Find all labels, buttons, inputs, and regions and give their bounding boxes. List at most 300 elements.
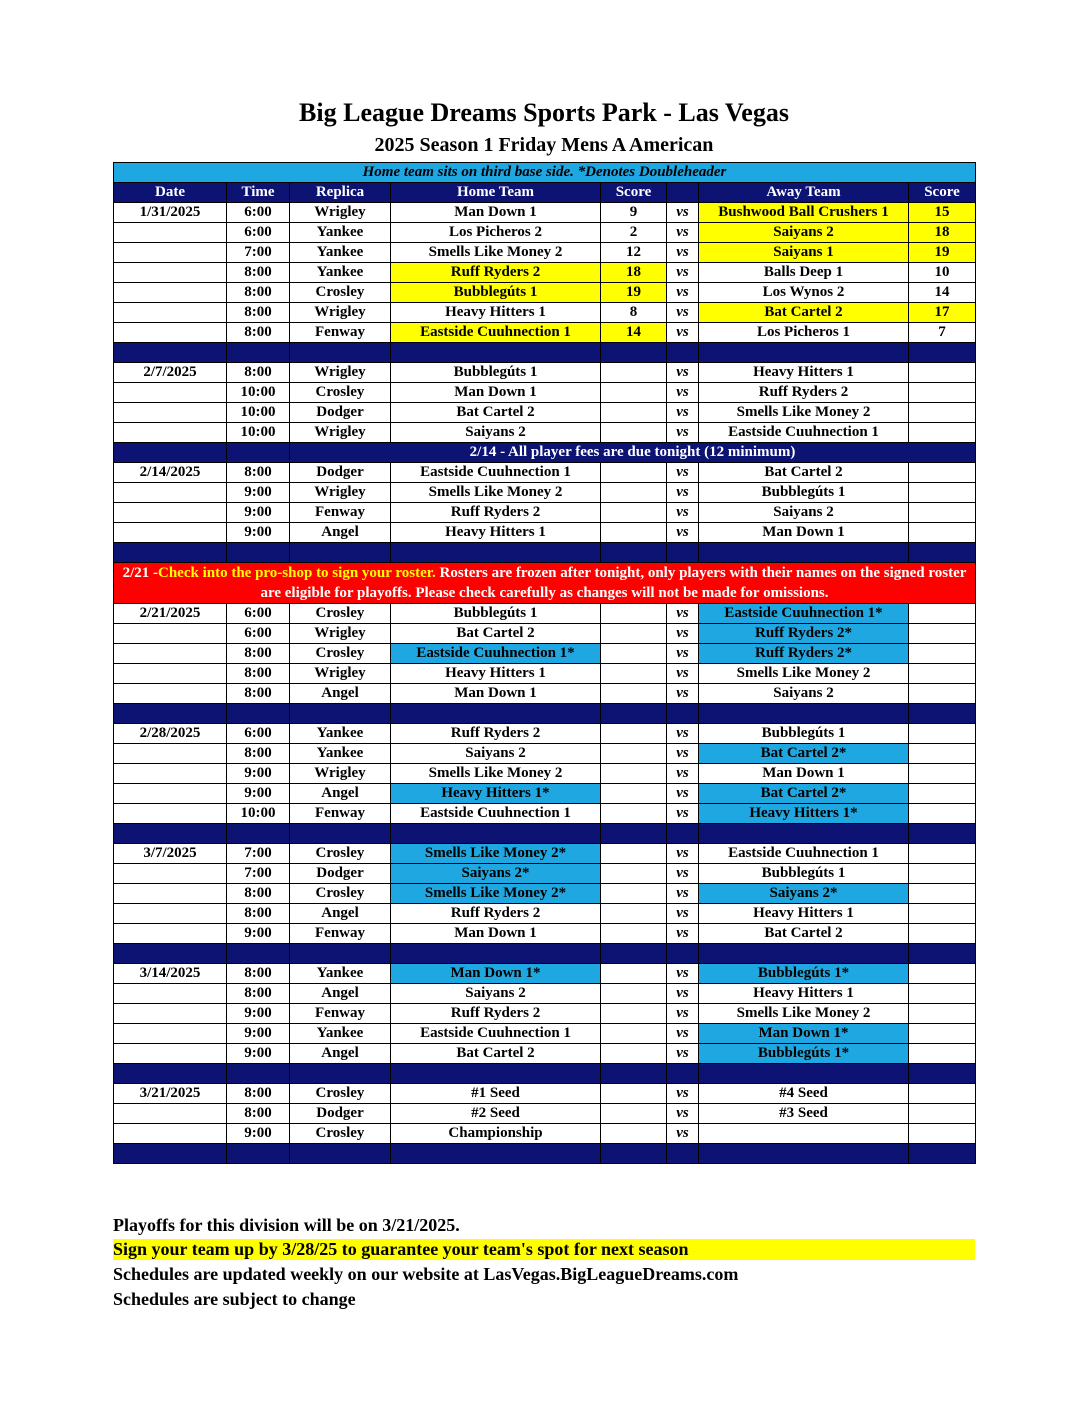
game-field: Wrigley [290, 363, 391, 383]
header-home-score: Score [601, 183, 667, 203]
separator-cell [290, 543, 391, 563]
footer-disclaimer: Schedules are subject to change [113, 1289, 356, 1309]
header-time: Time [227, 183, 290, 203]
away-score [909, 684, 976, 704]
game-field: Yankee [290, 263, 391, 283]
vs-label: vs [667, 363, 699, 383]
home-team: Bat Cartel 2 [391, 403, 601, 423]
header-home-team: Home Team [391, 183, 601, 203]
away-team: Heavy Hitters 1* [699, 804, 909, 824]
separator-cell [699, 1064, 909, 1084]
away-score: 18 [909, 223, 976, 243]
separator-cell [699, 343, 909, 363]
home-score [601, 904, 667, 924]
separator-row [114, 1064, 976, 1084]
game-time: 8:00 [227, 744, 290, 764]
separator-cell [699, 1144, 909, 1164]
game-time: 8:00 [227, 884, 290, 904]
away-team: Man Down 1 [699, 523, 909, 543]
home-score [601, 884, 667, 904]
vs-label: vs [667, 483, 699, 503]
home-team: Heavy Hitters 1 [391, 303, 601, 323]
away-team: Saiyans 2 [699, 223, 909, 243]
home-team: Bat Cartel 2 [391, 624, 601, 644]
vs-label: vs [667, 1024, 699, 1044]
home-score [601, 724, 667, 744]
game-field: Yankee [290, 964, 391, 984]
home-score [601, 784, 667, 804]
home-score [601, 483, 667, 503]
game-field: Crosley [290, 604, 391, 624]
home-score [601, 463, 667, 483]
vs-label: vs [667, 423, 699, 443]
game-row [114, 724, 976, 744]
game-time: 9:00 [227, 784, 290, 804]
away-score [909, 764, 976, 784]
separator-cell [227, 944, 290, 964]
alert-rest: Rosters are frozen after tonight, only players with their names on the signed roster are eligible for playoffs. Please check carefully as changes will not be made for omissions. [260, 565, 967, 601]
away-team: Bubblegúts 1* [699, 1044, 909, 1064]
game-time: 10:00 [227, 423, 290, 443]
away-score [909, 644, 976, 664]
game-date [114, 784, 227, 804]
separator-cell [909, 944, 976, 964]
away-team: Los Wynos 2 [699, 283, 909, 303]
separator-cell [601, 944, 667, 964]
alert-row [114, 563, 976, 604]
game-row [114, 463, 976, 483]
separator-cell [391, 824, 601, 844]
game-field: Crosley [290, 283, 391, 303]
separator-row [114, 1144, 976, 1164]
game-row [114, 283, 976, 303]
alert-prefix: 2/21 - [122, 565, 158, 581]
separator-cell [909, 1144, 976, 1164]
game-time: 9:00 [227, 1024, 290, 1044]
game-row [114, 363, 976, 383]
game-time: 7:00 [227, 864, 290, 884]
game-date: 2/7/2025 [114, 363, 227, 383]
away-score [909, 744, 976, 764]
alert-highlight: Check into the pro-shop to sign your roster. [157, 565, 436, 581]
home-score [601, 664, 667, 684]
vs-label: vs [667, 203, 699, 223]
separator-cell [667, 944, 699, 964]
game-field: Angel [290, 904, 391, 924]
home-score [601, 363, 667, 383]
separator-cell [114, 1064, 227, 1084]
separator-row [114, 343, 976, 363]
game-time: 8:00 [227, 283, 290, 303]
home-team: Smells Like Money 2* [391, 844, 601, 864]
separator-cell [909, 343, 976, 363]
home-score [601, 383, 667, 403]
home-team: Man Down 1 [391, 203, 601, 223]
separator-row [114, 543, 976, 563]
game-time: 8:00 [227, 1084, 290, 1104]
away-score [909, 924, 976, 944]
away-score [909, 624, 976, 644]
vs-label: vs [667, 764, 699, 784]
separator-cell [391, 1064, 601, 1084]
away-team: Heavy Hitters 1 [699, 904, 909, 924]
game-time: 9:00 [227, 483, 290, 503]
home-score [601, 1004, 667, 1024]
home-team: Eastside Cuuhnection 1 [391, 323, 601, 343]
game-time: 9:00 [227, 1004, 290, 1024]
vs-label: vs [667, 1004, 699, 1024]
game-date [114, 664, 227, 684]
vs-label: vs [667, 383, 699, 403]
game-field: Wrigley [290, 483, 391, 503]
game-time: 8:00 [227, 904, 290, 924]
game-field: Angel [290, 984, 391, 1004]
vs-label: vs [667, 964, 699, 984]
game-date [114, 624, 227, 644]
game-field: Angel [290, 1044, 391, 1064]
game-date [114, 423, 227, 443]
separator-cell [114, 824, 227, 844]
separator-cell [667, 1064, 699, 1084]
game-time: 6:00 [227, 203, 290, 223]
game-time: 8:00 [227, 303, 290, 323]
away-team: Bat Cartel 2 [699, 924, 909, 944]
game-date: 3/21/2025 [114, 1084, 227, 1104]
game-row [114, 904, 976, 924]
game-time: 8:00 [227, 984, 290, 1004]
footer-website: Schedules are updated weekly on our website at LasVegas.BigLeagueDreams.com [113, 1264, 739, 1284]
home-team: Eastside Cuuhnection 1 [391, 804, 601, 824]
game-row [114, 984, 976, 1004]
separator-cell [667, 824, 699, 844]
game-row [114, 483, 976, 503]
away-score: 7 [909, 323, 976, 343]
away-team: Bubblegúts 1 [699, 724, 909, 744]
game-row [114, 1004, 976, 1024]
away-score [909, 864, 976, 884]
game-time: 10:00 [227, 403, 290, 423]
separator-cell [391, 704, 601, 724]
home-team: Ruff Ryders 2 [391, 724, 601, 744]
game-time: 9:00 [227, 503, 290, 523]
game-date [114, 684, 227, 704]
away-team: Saiyans 2 [699, 684, 909, 704]
vs-label: vs [667, 744, 699, 764]
game-field: Yankee [290, 243, 391, 263]
game-time: 8:00 [227, 323, 290, 343]
separator-cell [290, 1064, 391, 1084]
banner-row [114, 163, 976, 183]
away-team: Bat Cartel 2 [699, 463, 909, 483]
separator-cell [290, 343, 391, 363]
away-score [909, 463, 976, 483]
game-field: Crosley [290, 884, 391, 904]
home-team: Ruff Ryders 2 [391, 503, 601, 523]
game-time: 8:00 [227, 263, 290, 283]
schedule-table [113, 162, 976, 1164]
away-team: Bat Cartel 2* [699, 744, 909, 764]
separator-cell [290, 944, 391, 964]
away-score [909, 844, 976, 864]
vs-label: vs [667, 1104, 699, 1124]
game-time: 8:00 [227, 664, 290, 684]
game-field: Wrigley [290, 664, 391, 684]
vs-label: vs [667, 864, 699, 884]
home-team: Saiyans 2 [391, 984, 601, 1004]
home-score [601, 403, 667, 423]
home-team: Ruff Ryders 2 [391, 263, 601, 283]
game-date [114, 1044, 227, 1064]
game-date: 3/14/2025 [114, 964, 227, 984]
vs-label: vs [667, 644, 699, 664]
home-team: Bubblegúts 1 [391, 604, 601, 624]
game-row [114, 684, 976, 704]
game-row [114, 924, 976, 944]
home-score: 2 [601, 223, 667, 243]
game-date [114, 904, 227, 924]
game-field: Dodger [290, 403, 391, 423]
header-vs [667, 183, 699, 203]
game-row [114, 423, 976, 443]
game-row [114, 243, 976, 263]
game-row [114, 1084, 976, 1104]
separator-cell [601, 824, 667, 844]
game-field: Yankee [290, 1024, 391, 1044]
separator-cell [114, 704, 227, 724]
game-date: 3/7/2025 [114, 844, 227, 864]
game-field: Yankee [290, 223, 391, 243]
away-score [909, 423, 976, 443]
notice-blank-cell [227, 443, 290, 463]
vs-label: vs [667, 523, 699, 543]
away-score [909, 1104, 976, 1124]
game-time: 7:00 [227, 243, 290, 263]
home-team: Los Picheros 2 [391, 223, 601, 243]
separator-row [114, 704, 976, 724]
home-score [601, 1044, 667, 1064]
game-field: Dodger [290, 463, 391, 483]
game-date: 2/28/2025 [114, 724, 227, 744]
home-team: Ruff Ryders 2 [391, 1004, 601, 1024]
away-team: Man Down 1 [699, 764, 909, 784]
vs-label: vs [667, 303, 699, 323]
game-time: 9:00 [227, 523, 290, 543]
away-score [909, 784, 976, 804]
away-score [909, 483, 976, 503]
vs-label: vs [667, 984, 699, 1004]
game-field: Fenway [290, 804, 391, 824]
game-row [114, 864, 976, 884]
home-team: Man Down 1* [391, 964, 601, 984]
vs-label: vs [667, 243, 699, 263]
game-field: Wrigley [290, 764, 391, 784]
game-date [114, 483, 227, 503]
home-score [601, 924, 667, 944]
game-date [114, 223, 227, 243]
away-score [909, 604, 976, 624]
away-score [909, 1044, 976, 1064]
away-score [909, 523, 976, 543]
game-field: Crosley [290, 1124, 391, 1144]
game-field: Fenway [290, 323, 391, 343]
header-away-team: Away Team [699, 183, 909, 203]
separator-cell [114, 343, 227, 363]
away-team: Smells Like Money 2 [699, 664, 909, 684]
home-score [601, 1024, 667, 1044]
vs-label: vs [667, 904, 699, 924]
separator-cell [114, 1144, 227, 1164]
game-time: 8:00 [227, 1104, 290, 1124]
game-row [114, 964, 976, 984]
separator-cell [227, 1144, 290, 1164]
home-score [601, 624, 667, 644]
game-field: Angel [290, 784, 391, 804]
away-team: Ruff Ryders 2* [699, 624, 909, 644]
game-time: 9:00 [227, 1124, 290, 1144]
home-score: 14 [601, 323, 667, 343]
home-score [601, 604, 667, 624]
home-team: Championship [391, 1124, 601, 1144]
home-team: Saiyans 2 [391, 744, 601, 764]
game-row [114, 624, 976, 644]
game-field: Fenway [290, 503, 391, 523]
home-team: Smells Like Money 2 [391, 764, 601, 784]
game-date [114, 523, 227, 543]
game-row [114, 784, 976, 804]
game-date [114, 323, 227, 343]
game-date [114, 263, 227, 283]
game-field: Fenway [290, 924, 391, 944]
game-field: Crosley [290, 644, 391, 664]
game-date [114, 804, 227, 824]
away-score: 15 [909, 203, 976, 223]
home-score [601, 1104, 667, 1124]
separator-cell [391, 1144, 601, 1164]
header-away-score: Score [909, 183, 976, 203]
away-score [909, 884, 976, 904]
home-team: Heavy Hitters 1* [391, 784, 601, 804]
header-replica: Replica [290, 183, 391, 203]
separator-cell [601, 543, 667, 563]
game-date [114, 864, 227, 884]
game-date [114, 403, 227, 423]
game-date [114, 1004, 227, 1024]
separator-cell [114, 944, 227, 964]
separator-row [114, 824, 976, 844]
notice-blank-cell [114, 443, 227, 463]
game-date [114, 884, 227, 904]
away-score [909, 664, 976, 684]
away-team: Ruff Ryders 2 [699, 383, 909, 403]
game-field: Yankee [290, 744, 391, 764]
game-row [114, 263, 976, 283]
game-time: 7:00 [227, 844, 290, 864]
footer-signup: Sign your team up by 3/28/25 to guarantee your team's spot for next season [113, 1239, 975, 1260]
separator-cell [290, 704, 391, 724]
vs-label: vs [667, 604, 699, 624]
notice-text: 2/14 - All player fees are due tonight (12 minimum) [290, 443, 976, 463]
home-team: Saiyans 2 [391, 423, 601, 443]
game-row [114, 744, 976, 764]
game-field: Crosley [290, 844, 391, 864]
separator-cell [909, 704, 976, 724]
game-row [114, 664, 976, 684]
page-subtitle: 2025 Season 1 Friday Mens A American [374, 134, 714, 156]
game-time: 6:00 [227, 724, 290, 744]
home-score [601, 964, 667, 984]
away-score [909, 804, 976, 824]
game-row [114, 804, 976, 824]
game-date [114, 383, 227, 403]
home-score [601, 764, 667, 784]
away-team: Bubblegúts 1 [699, 483, 909, 503]
game-row [114, 203, 976, 223]
away-score: 10 [909, 263, 976, 283]
vs-label: vs [667, 924, 699, 944]
away-score [909, 964, 976, 984]
game-row [114, 223, 976, 243]
separator-cell [601, 704, 667, 724]
away-team: Balls Deep 1 [699, 263, 909, 283]
separator-cell [391, 944, 601, 964]
away-team: Bubblegúts 1* [699, 964, 909, 984]
separator-cell [391, 543, 601, 563]
game-field: Wrigley [290, 423, 391, 443]
game-date [114, 1104, 227, 1124]
game-time: 8:00 [227, 964, 290, 984]
vs-label: vs [667, 804, 699, 824]
vs-label: vs [667, 263, 699, 283]
game-time: 9:00 [227, 924, 290, 944]
game-date: 1/31/2025 [114, 203, 227, 223]
away-team: Man Down 1* [699, 1024, 909, 1044]
game-row [114, 604, 976, 624]
game-field: Angel [290, 523, 391, 543]
vs-label: vs [667, 503, 699, 523]
separator-cell [909, 1064, 976, 1084]
home-score [601, 864, 667, 884]
away-score [909, 904, 976, 924]
game-date [114, 644, 227, 664]
game-time: 8:00 [227, 363, 290, 383]
away-team: Saiyans 1 [699, 243, 909, 263]
separator-cell [699, 944, 909, 964]
vs-label: vs [667, 724, 699, 744]
away-score [909, 1124, 976, 1144]
away-team: Eastside Cuuhnection 1 [699, 844, 909, 864]
separator-cell [699, 543, 909, 563]
separator-cell [909, 543, 976, 563]
separator-cell [290, 824, 391, 844]
away-score [909, 503, 976, 523]
game-row [114, 403, 976, 423]
game-field: Yankee [290, 724, 391, 744]
game-row [114, 503, 976, 523]
separator-cell [391, 343, 601, 363]
vs-label: vs [667, 463, 699, 483]
away-team: Smells Like Money 2 [699, 403, 909, 423]
vs-label: vs [667, 684, 699, 704]
home-score: 12 [601, 243, 667, 263]
home-score [601, 844, 667, 864]
separator-cell [290, 1144, 391, 1164]
away-score [909, 403, 976, 423]
game-date [114, 243, 227, 263]
game-time: 8:00 [227, 463, 290, 483]
home-team: Ruff Ryders 2 [391, 904, 601, 924]
vs-label: vs [667, 223, 699, 243]
separator-cell [699, 824, 909, 844]
